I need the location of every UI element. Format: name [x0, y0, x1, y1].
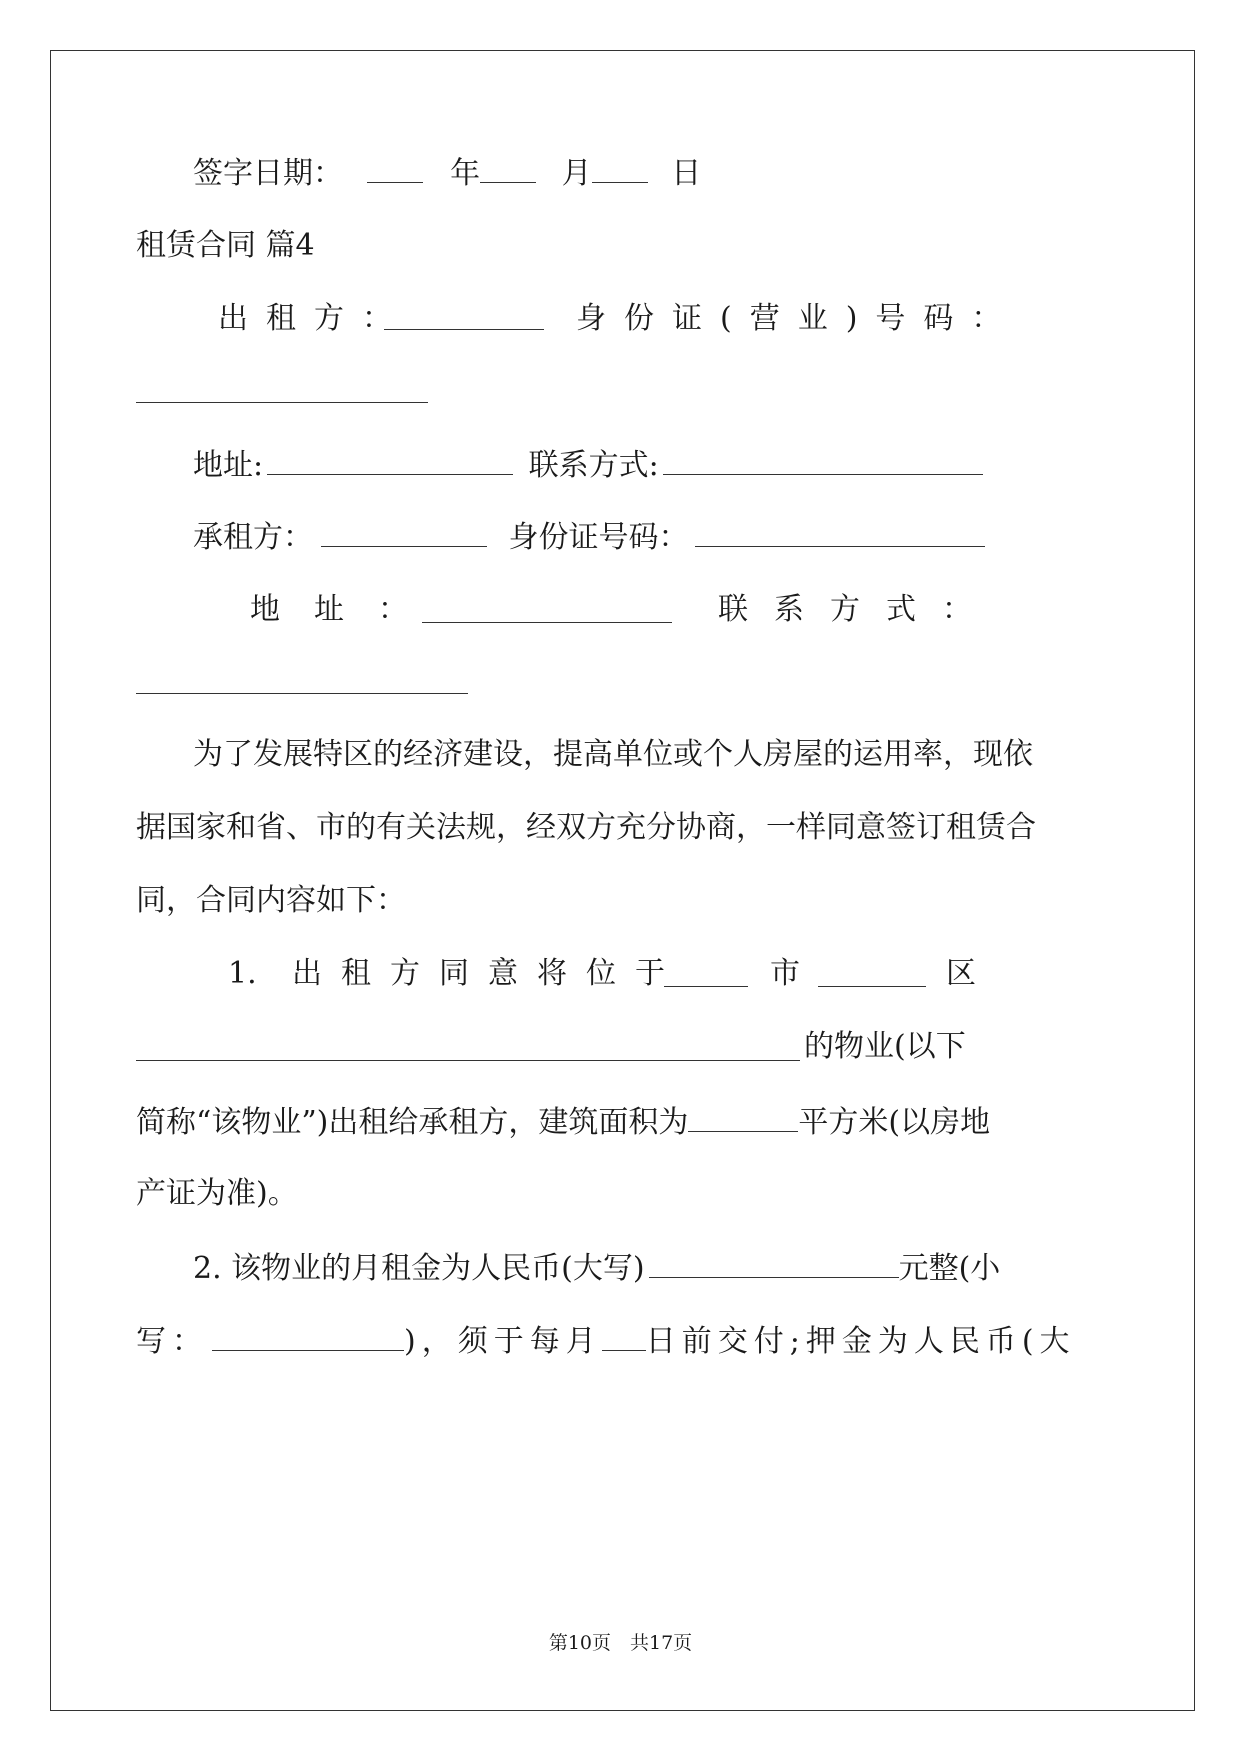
item1-city-label: 市 — [770, 956, 800, 991]
item1-line2-tail: 的物业(以下 — [804, 1029, 966, 1064]
address-label: 地址: — [193, 448, 264, 483]
day-label: 日 — [671, 156, 702, 191]
item1-district-blank — [818, 956, 926, 987]
month-label: 月 — [561, 156, 592, 191]
id-blank — [695, 516, 985, 547]
section-heading: 租赁合同 篇4 — [136, 228, 315, 263]
para1-line3: 同，合同内容如下： — [136, 883, 406, 918]
id-business-label: 身份证(营业)号码： — [576, 301, 1020, 336]
item1-district-label: 区 — [946, 956, 976, 991]
address-blank-2 — [422, 592, 672, 623]
id-label: 身份证号码： — [508, 520, 689, 555]
para1-line1: 为了发展特区的经济建设，提高单位或个人房屋的运用率，现依 — [193, 737, 1033, 772]
rent-words-blank — [649, 1247, 899, 1278]
page-number: 第10页 共17页 — [548, 1632, 693, 1654]
contact-blank-2 — [136, 663, 468, 694]
item1-number: 1. — [228, 956, 257, 991]
sign-date-line — [193, 152, 701, 194]
item1-text: 出租方同意将位于 — [292, 956, 684, 991]
item1-line3 — [136, 1101, 990, 1143]
address-label-2: 地址： — [250, 592, 442, 627]
item2-line1-b: 元整(小 — [898, 1251, 1001, 1286]
item2-line1-a: 2. 该物业的月租金为人民币(大写) — [193, 1251, 645, 1286]
id-business-blank — [136, 372, 428, 403]
item2-line2-b: )，须于每月 — [404, 1324, 602, 1359]
month-blank — [480, 152, 536, 183]
contact-blank — [663, 444, 983, 475]
lessor-line — [218, 299, 410, 339]
item1-line3-a: 简称“该物业”)出租给承租方，建筑面积为 — [136, 1105, 689, 1140]
year-blank — [367, 152, 423, 183]
lessor-blank — [384, 299, 544, 330]
lessee-blank — [321, 516, 487, 547]
address-line — [193, 444, 983, 486]
day-blank — [592, 152, 648, 183]
contact-label-2: 联系方式： — [718, 592, 998, 627]
item1-line3-b: 平方米(以房地 — [798, 1105, 991, 1140]
lessee-line — [193, 516, 985, 558]
item2-line1 — [193, 1247, 1000, 1289]
contact-label: 联系方式: — [528, 448, 659, 483]
lessor-label: 出租方： — [218, 301, 410, 336]
sign-date-label: 签字日期： — [193, 156, 343, 191]
due-day-blank — [602, 1320, 646, 1351]
item2-line2 — [136, 1320, 1076, 1362]
rent-figures-blank — [212, 1320, 404, 1351]
para1-line2: 据国家和省、市的有关法规，经双方充分协商，一样同意签订租赁合 — [136, 810, 1036, 845]
item1-location-blank — [136, 1030, 800, 1061]
area-blank — [688, 1101, 798, 1132]
item1-line4: 产证为准)。 — [136, 1176, 298, 1211]
lessee-label: 承租方： — [193, 520, 313, 555]
item2-line2-a: 写： — [136, 1324, 208, 1359]
item1-city-blank — [664, 956, 748, 987]
address-blank — [267, 444, 513, 475]
year-label: 年 — [450, 156, 481, 191]
item2-line2-c: 日前交付;押金为人民币(大 — [645, 1324, 1076, 1359]
